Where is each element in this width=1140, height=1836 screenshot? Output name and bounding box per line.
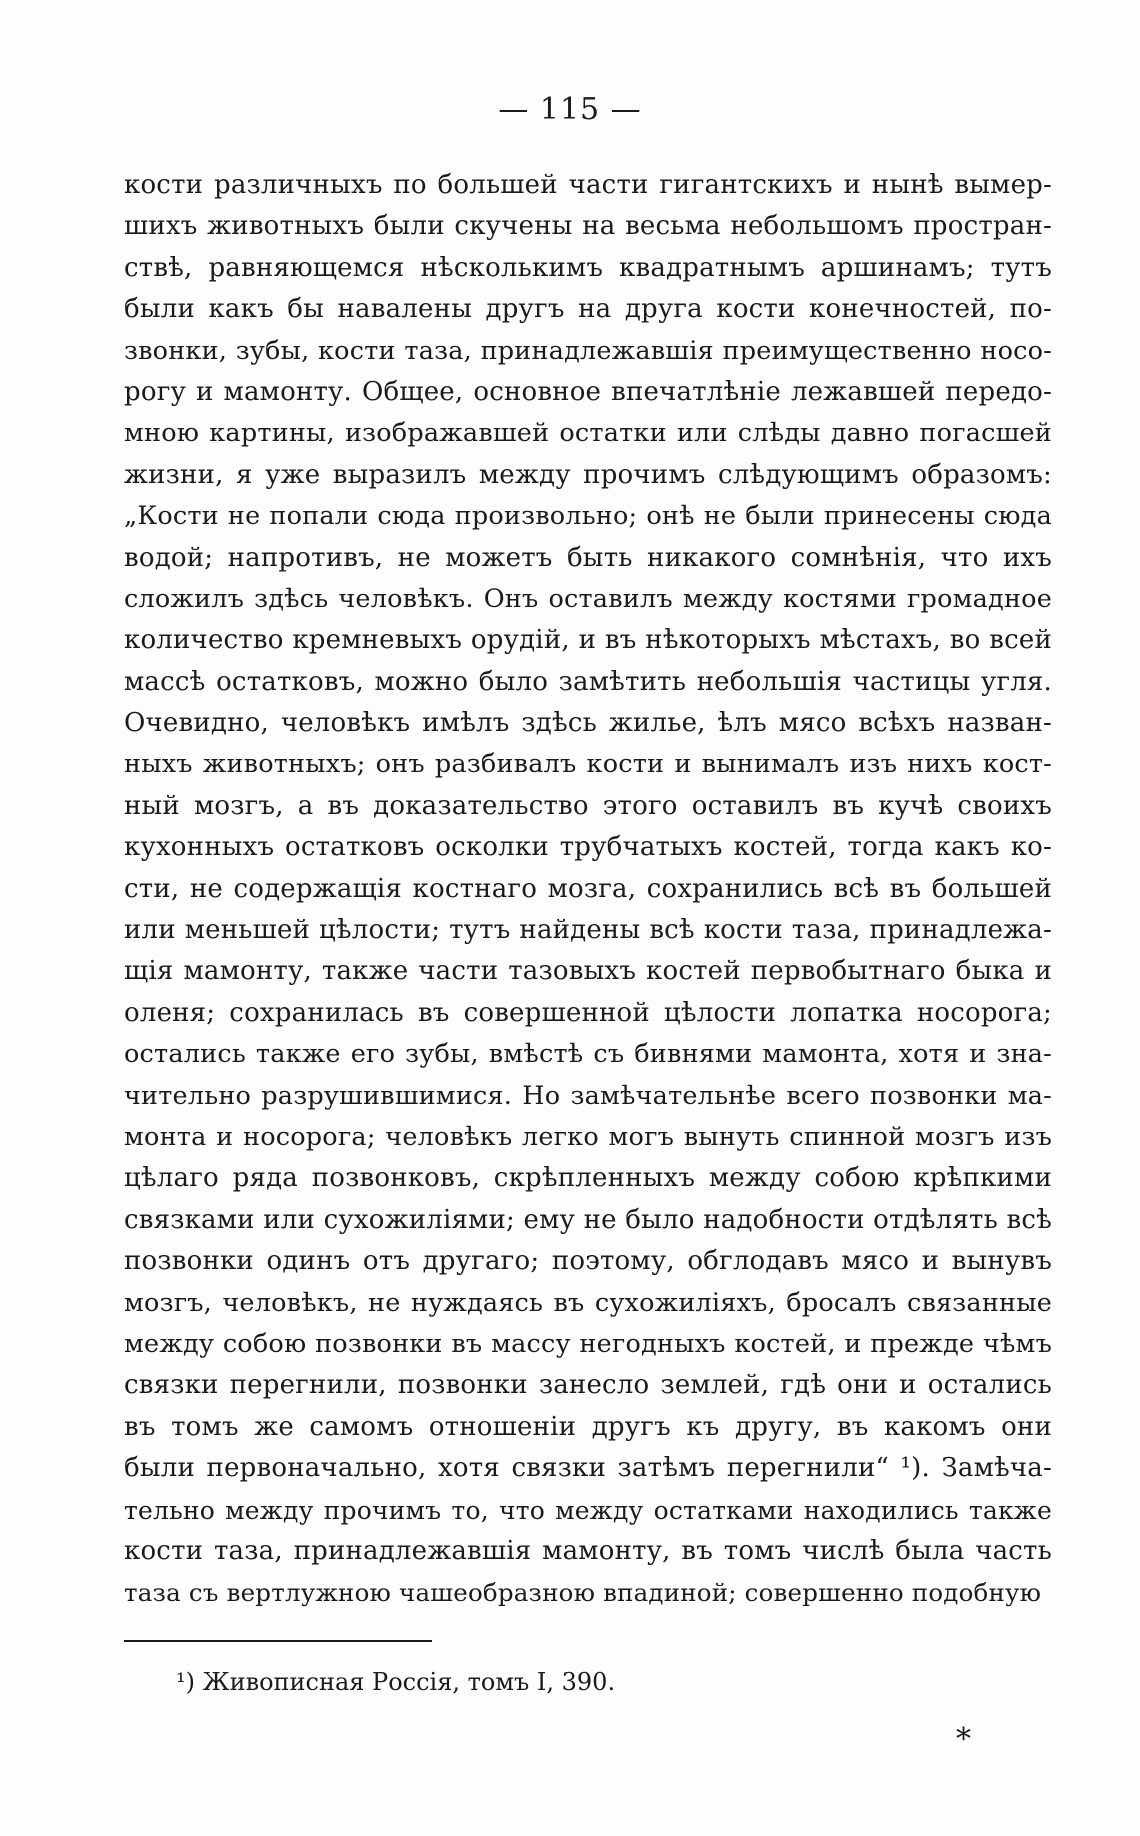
text-line: ныхъ животныхъ; онъ разбивалъ кости и вынималъ изъ нихъ кост-: [124, 749, 1052, 780]
text-line: остались также его зубы, вмѣстѣ съ бивнями мамонта, хотя и зна-: [124, 1039, 1052, 1070]
footnote-text: Живописная Россія, томъ I, 390.: [194, 1668, 616, 1696]
footnote: [176, 1668, 615, 1696]
text-line: звонки, зубы, кости таза, принадлежавшія преимущественно носо-: [124, 335, 1052, 366]
text-line: чительно разрушившимися. Но замѣчательнѣе всего позвонки ма-: [124, 1080, 1052, 1111]
text-line: позвонки одинъ отъ другаго; поэтому, обглодавъ мясо и вынувъ: [124, 1246, 1052, 1277]
text-line: таза съ вертлужною чашеобразною впадиной; совершенно подобную: [124, 1578, 1042, 1608]
text-line: Очевидно, человѣкъ имѣлъ здѣсь жилье, ѣлъ мясо всѣхъ назван-: [124, 708, 1052, 739]
text-line: количество кремневыхъ орудій, и въ нѣкоторыхъ мѣстахъ, во всей: [124, 625, 1052, 656]
text-line: между собою позвонки въ массу негодныхъ костей, и прежде чѣмъ: [124, 1328, 1052, 1359]
text-line: кости различныхъ по большей части гигантскихъ и нынѣ вымер-: [124, 170, 1052, 200]
text-line: шихъ животныхъ были скучены на весьма небольшомъ простран-: [124, 211, 1052, 242]
body-text: [124, 165, 1052, 1614]
page-number: — 115 —: [498, 92, 642, 127]
text-line: были первоначально, хотя связки затѣмъ перегнили“ ¹). Замѣча-: [124, 1453, 1052, 1484]
text-line: сти, не содержащія костнаго мозга, сохранились всѣ въ большей: [124, 873, 1052, 904]
printer-signature-mark: *: [956, 1722, 971, 1757]
text-line: жизни, я уже выразилъ между прочимъ слѣдующимъ образомъ:: [124, 459, 1052, 490]
text-line: мною картины, изображавшей остатки или слѣды давно погасшей: [124, 418, 1052, 449]
text-line: ный мозгъ, а въ доказательство этого оставилъ въ кучѣ своихъ: [124, 790, 1052, 821]
text-line: связками или сухожиліями; ему не было надобности отдѣлять всѣ: [124, 1204, 1052, 1235]
text-line: оленя; сохранилась въ совершенной цѣлости лопатка носорога;: [124, 997, 1052, 1028]
text-line: тельно между прочимъ то, что между остатками находились также: [124, 1495, 1052, 1525]
text-line: „Кости не попали сюда произвольно; онѣ не были принесены сюда: [124, 501, 1052, 532]
text-line: щія мамонту, также части тазовыхъ костей первобытнаго быка и: [124, 956, 1052, 987]
text-line: кости таза, принадлежавшія мамонту, въ томъ числѣ была часть: [124, 1535, 1052, 1566]
text-line: водой; напротивъ, не можетъ быть никакого сомнѣнія, что ихъ: [124, 542, 1052, 573]
footnote-divider: [124, 1640, 432, 1642]
footnote-marker: ¹): [176, 1668, 195, 1696]
text-line: или меньшей цѣлости; тутъ найдены всѣ кости таза, принадлежа-: [124, 915, 1052, 946]
text-line: кухонныхъ остатковъ осколки трубчатыхъ костей, тогда какъ ко-: [124, 832, 1052, 863]
text-line: связки перегнили, позвонки занесло землей, гдѣ они и остались: [124, 1370, 1052, 1401]
text-line: ствѣ, равняющемся нѣсколькимъ квадратнымъ аршинамъ; тутъ: [124, 252, 1052, 283]
text-line: массѣ остатковъ, можно было замѣтить небольшія частицы угля.: [124, 666, 1052, 697]
text-line: сложилъ здѣсь человѣкъ. Онъ оставилъ между костями громадное: [124, 583, 1052, 614]
text-line: цѣлаго ряда позвонковъ, скрѣпленныхъ между собою крѣпкими: [124, 1163, 1052, 1194]
text-line: мозгъ, человѣкъ, не нуждаясь въ сухожиліяхъ, бросалъ связанные: [124, 1287, 1052, 1318]
text-line: въ томъ же самомъ отношеніи другъ къ другу, въ какомъ они: [124, 1411, 1052, 1442]
text-line: были какъ бы навалены другъ на друга кости конечностей, по-: [124, 294, 1052, 325]
text-line: монта и носорога; человѣкъ легко могъ вынуть спинной мозгъ изъ: [124, 1121, 1052, 1152]
text-line: рогу и мамонту. Общее, основное впечатлѣніе лежавшей передо-: [124, 376, 1052, 407]
